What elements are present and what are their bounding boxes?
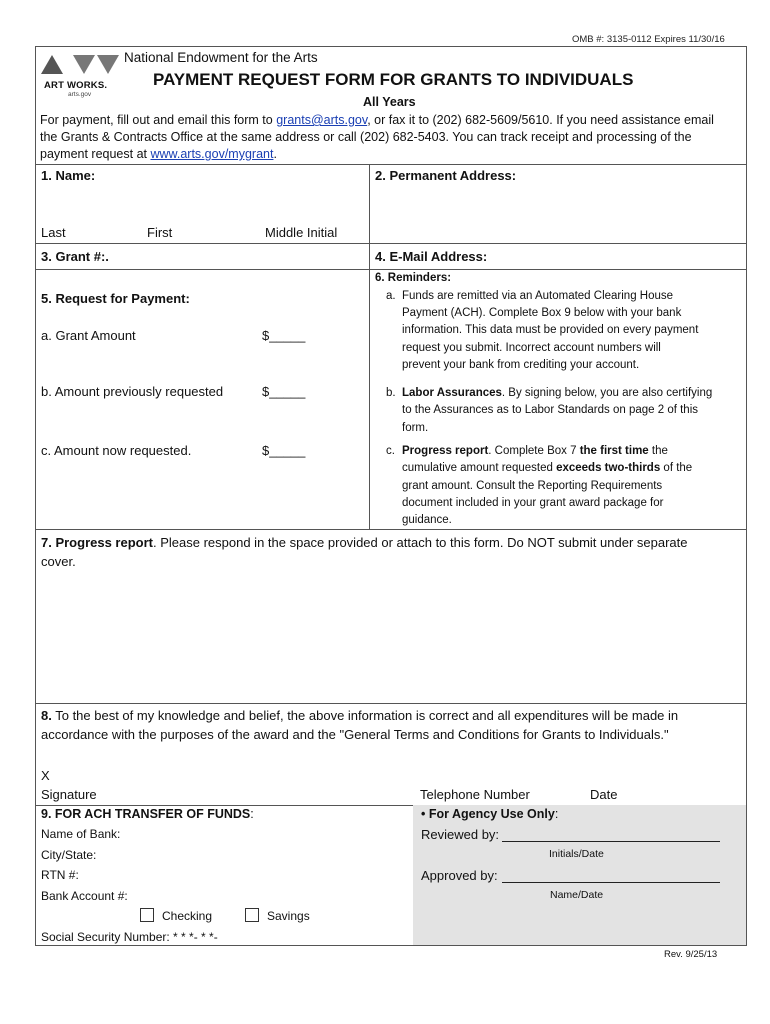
reminder-c-line: grant amount. Consult the Reporting Requirements (402, 480, 663, 492)
reminder-a-letter: a. (386, 290, 396, 302)
bank-account-label: Bank Account #: (41, 889, 128, 903)
reminder-a-line: Payment (ACH). Complete Box 9 below with your bank (402, 307, 682, 319)
progress-report-textarea[interactable] (36, 574, 746, 701)
box8-line-2: accordance with the purposes of the award and the "General Terms and Conditions for Grants to Individuals." (41, 727, 669, 742)
checking-label: Checking (162, 909, 213, 923)
mygrant-link[interactable]: www.arts.gov/mygrant (150, 147, 274, 161)
box1-label: 1. Name: (41, 168, 96, 183)
divider (35, 529, 747, 530)
current-amount-field[interactable]: $_____ (262, 443, 306, 458)
date-label: Date (590, 787, 618, 802)
divider (35, 243, 747, 244)
box8-line-1: 8. To the best of my knowledge and belief, the above information is correct and all expenditures will be made in (41, 708, 679, 723)
box9-label: 9. FOR ACH TRANSFER OF FUNDS: (41, 807, 254, 821)
divider (369, 164, 370, 529)
agency-name: National Endowment for the Arts (124, 50, 318, 65)
form-title: PAYMENT REQUEST FORM FOR GRANTS TO INDIVIDUALS (153, 70, 634, 89)
reminder-a-line: Funds are remitted via an Automated Clearing House (402, 290, 674, 302)
divider (35, 164, 747, 165)
reminder-c-line: Progress report. Complete Box 7 the first time the (402, 445, 668, 457)
name-input-area[interactable] (36, 185, 368, 221)
instructions-line-1: For payment, fill out and email this form to grants@arts.gov, or fax it to (202) 682-5609/5610. If you need assistance email (40, 113, 714, 127)
box6-label: 6. Reminders: (375, 272, 452, 284)
box5-label: 5. Request for Payment: (41, 291, 190, 306)
approved-by-label: Approved by: (421, 868, 498, 883)
bank-name-label: Name of Bank: (41, 827, 121, 841)
previous-amount-field[interactable]: $_____ (262, 384, 306, 399)
reminder-c-line: document included in your grant award package for (402, 497, 664, 509)
divider (35, 269, 747, 270)
reminder-a-line: prevent your bank from crediting your account. (402, 359, 640, 371)
agency-use-label: • For Agency Use Only: (421, 807, 559, 821)
initials-date-label: Initials/Date (549, 848, 604, 860)
name-date-label: Name/Date (550, 889, 604, 901)
telephone-field[interactable] (418, 762, 578, 784)
box7-line-2: cover. (41, 554, 76, 569)
name-middle-label: Middle Initial (265, 225, 338, 240)
name-first-label: First (147, 225, 173, 240)
address-input-area[interactable] (371, 186, 745, 241)
city-state-label: City/State: (41, 848, 97, 862)
grant-amount-label: a. Grant Amount (41, 328, 136, 343)
approved-by-line[interactable] (502, 882, 720, 883)
grant-amount-field[interactable]: $_____ (262, 328, 306, 343)
reviewed-by-line[interactable] (502, 841, 720, 842)
name-last-label: Last (41, 225, 66, 240)
reviewed-by-label: Reviewed by: (421, 827, 500, 842)
reminder-b-line: to the Assurances as to Labor Standards on page 2 of this (402, 404, 699, 416)
reminder-b-line: form. (402, 422, 429, 434)
box7-line-1: 7. Progress report. Please respond in the space provided or attach to this form. Do NOT submit under separate (41, 535, 688, 550)
signature-field[interactable] (55, 762, 405, 784)
logo-text: ART WORKS. (44, 80, 108, 91)
reminder-c-line: cumulative amount requested exceeds two-thirds of the (402, 462, 693, 474)
rtn-label: RTN #: (41, 868, 79, 882)
signature-x-mark: X (41, 768, 50, 783)
instructions-line-2: the Grants & Contracts Office at the same address or call (202) 682-5403. You can track receipt and processing of the (40, 130, 692, 144)
box2-label: 2. Permanent Address: (375, 168, 517, 183)
telephone-label: Telephone Number (420, 787, 530, 802)
instructions-line-3: payment request at www.arts.gov/mygrant. (40, 147, 277, 161)
previous-amount-label: b. Amount previously requested (41, 384, 224, 399)
reminder-b-line: Labor Assurances. By signing below, you are also certifying (402, 387, 713, 399)
logo-subtext: arts.gov (68, 91, 92, 98)
reminder-a-line: request you submit. Incorrect account numbers will (402, 342, 661, 354)
form-subtitle: All Years (363, 95, 416, 109)
savings-label: Savings (267, 909, 310, 923)
date-field[interactable] (585, 762, 735, 784)
reminder-a-line: information. This data must be provided on every payment (402, 324, 699, 336)
box4-label: 4. E-Mail Address: (375, 249, 488, 264)
checking-checkbox[interactable] (140, 908, 154, 922)
reminder-b-letter: b. (386, 387, 396, 399)
divider (35, 703, 747, 704)
reminder-c-line: guidance. (402, 514, 452, 526)
signature-label: Signature (41, 787, 97, 802)
box3-label: 3. Grant #:. (41, 249, 109, 264)
savings-checkbox[interactable] (245, 908, 259, 922)
current-amount-label: c. Amount now requested. (41, 443, 192, 458)
reminder-c-letter: c. (386, 445, 395, 457)
email-link[interactable]: grants@arts.gov (276, 113, 368, 127)
omb-number: OMB #: 3135-0112 Expires 11/30/16 (572, 34, 725, 45)
ssn-label: Social Security Number: * * *- * *- (41, 930, 218, 944)
revision-date: Rev. 9/25/13 (664, 949, 718, 960)
